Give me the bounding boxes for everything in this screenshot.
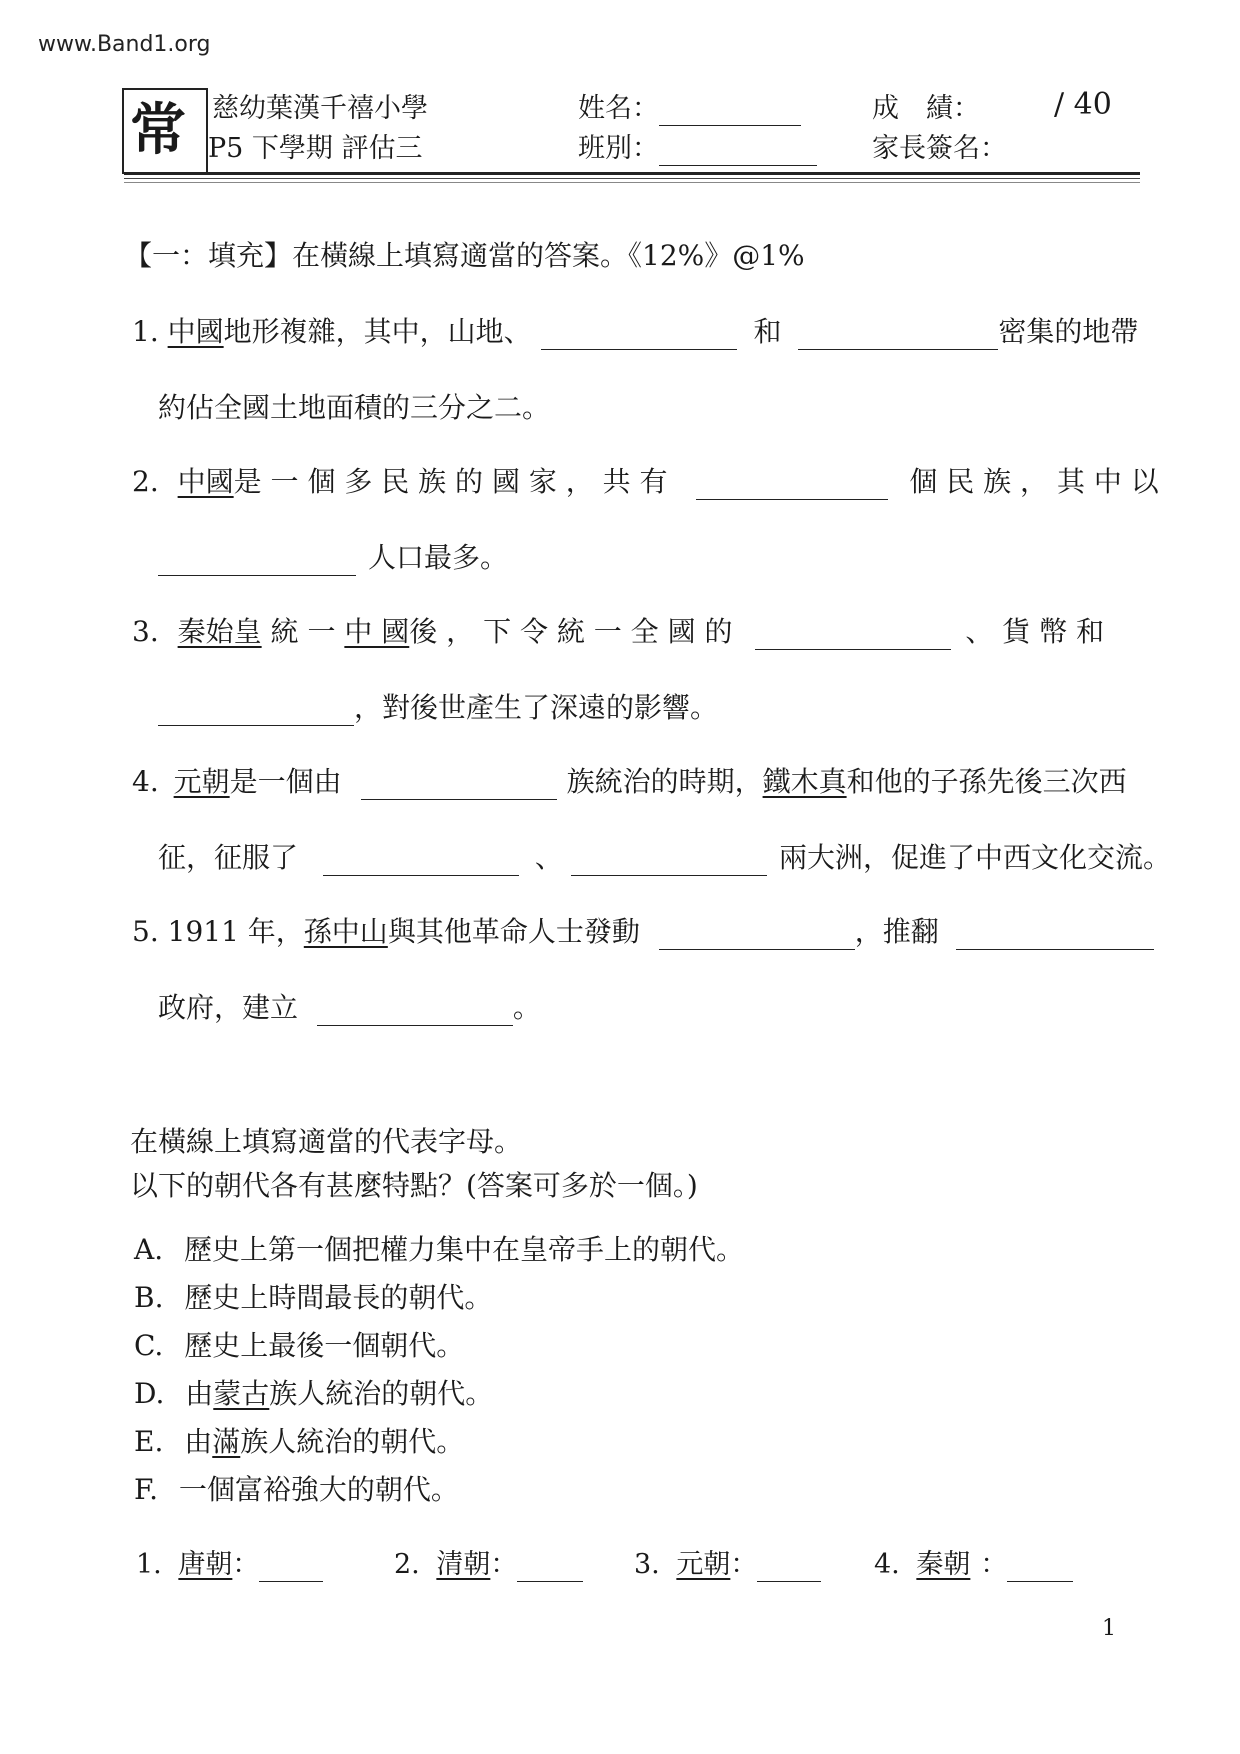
q2-blank-1[interactable] xyxy=(696,475,888,500)
q4-blank-2[interactable] xyxy=(323,851,519,876)
q2-text-3: 人口最多。 xyxy=(368,541,509,574)
option-term-mongol: 蒙古 xyxy=(213,1377,270,1410)
answer-dynasty: 秦朝 xyxy=(916,1549,971,1580)
q5-period: 。 xyxy=(512,991,541,1024)
answer-4 xyxy=(874,1548,1073,1582)
section1-title: 【一：填充】在橫線上填寫適當的答案。《12%》@1% xyxy=(124,239,805,272)
q3-blank-1[interactable] xyxy=(755,625,951,650)
question-2-line-1 xyxy=(132,464,1159,500)
question-1-line-1 xyxy=(132,314,1138,350)
q1-blank-2[interactable] xyxy=(798,325,998,350)
option-text: 歷史上時間最長的朝代。 xyxy=(184,1281,493,1314)
answer-colon: ： xyxy=(490,1549,518,1580)
q1-and: 和 xyxy=(753,315,782,348)
q5-year: 1911 年， xyxy=(167,915,304,948)
question-3-line-1 xyxy=(132,614,1104,650)
q2-text: 是 一 個 多 民 族 的 國 家 ， 共 有 xyxy=(233,465,668,498)
q2-text-2: 個 民 族 ， 其 中 以 xyxy=(909,465,1159,498)
q1-number: 1. xyxy=(132,315,159,348)
q4-text-2: 族統治的時期， xyxy=(566,765,763,798)
answer-number: 2. xyxy=(394,1549,420,1580)
option-letter: C. xyxy=(134,1329,164,1362)
option-letter: D. xyxy=(134,1377,165,1410)
answer-blank[interactable] xyxy=(517,1557,583,1582)
q4-blank-1[interactable] xyxy=(361,775,557,800)
school-name: 慈幼葉漢千禧小學 xyxy=(212,93,428,124)
q5-text-3: 政府，建立 xyxy=(158,991,299,1024)
q5-text: 與其他革命人士發動 xyxy=(387,915,640,948)
site-watermark: www.Band1.org xyxy=(38,32,211,57)
q3-term-china: 中 國 xyxy=(344,615,410,648)
q1-term-china: 中國 xyxy=(167,315,224,348)
answer-2 xyxy=(394,1548,583,1582)
parent-signature-label: 家長簽名： xyxy=(872,133,1007,164)
q5-text-2: ，推翻 xyxy=(854,915,939,948)
score-total: / 40 xyxy=(1054,87,1112,122)
answer-dynasty: 元朝 xyxy=(676,1549,731,1580)
q3-text: 統 一 xyxy=(270,615,336,648)
answer-colon: ： xyxy=(730,1549,758,1580)
q5-number: 5. xyxy=(132,915,159,948)
question-4-line-1 xyxy=(132,764,1127,800)
answer-dynasty: 清朝 xyxy=(436,1549,491,1580)
option-text: 一個富裕強大的朝代。 xyxy=(178,1473,459,1506)
q4-text-4: 征，征服了 xyxy=(158,841,299,874)
question-3-line-2 xyxy=(158,690,718,726)
section2-instruction-2: 以下的朝代各有甚麼特點？(答案可多於一個。) xyxy=(130,1169,698,1202)
q4-text-5: 兩大洲，促進了中西文化交流。 xyxy=(778,841,1171,874)
header-rule-3 xyxy=(124,182,1140,183)
q4-term-yuan: 元朝 xyxy=(173,765,230,798)
q3-text-3: 、 貨 幣 和 xyxy=(965,615,1105,648)
option-d xyxy=(134,1376,493,1412)
option-letter: A. xyxy=(134,1233,164,1266)
answer-number: 3. xyxy=(634,1549,660,1580)
q3-text-4: ，對後世產生了深遠的影響。 xyxy=(354,691,719,724)
option-text: 歷史上最後一個朝代。 xyxy=(184,1329,465,1362)
answer-blank[interactable] xyxy=(757,1557,821,1582)
answer-3 xyxy=(634,1548,821,1582)
q1-text-end: 密集的地帶 xyxy=(998,315,1139,348)
header-rule xyxy=(124,172,1140,175)
q4-number: 4. xyxy=(132,765,159,798)
q1-blank-1[interactable] xyxy=(541,325,737,350)
q5-blank-2[interactable] xyxy=(956,925,1154,950)
question-1-line-2: 約佔全國土地面積的三分之二。 xyxy=(158,391,551,424)
option-e xyxy=(134,1424,464,1460)
q4-text-3: 和他的子孫先後三次西 xyxy=(846,765,1127,798)
q5-blank-3[interactable] xyxy=(317,1001,513,1026)
answer-1 xyxy=(136,1548,323,1582)
name-label: 姓名： xyxy=(578,93,659,124)
question-5-line-2 xyxy=(158,990,541,1026)
term-label: P5 下學期 評估三 xyxy=(208,133,423,164)
q5-blank-1[interactable] xyxy=(659,925,855,950)
option-term-manchu: 滿 xyxy=(212,1425,241,1458)
option-text-end: 族人統治的朝代。 xyxy=(269,1377,494,1410)
q2-term-china: 中國 xyxy=(177,465,234,498)
subject-character: 常 xyxy=(130,97,186,163)
option-letter: E. xyxy=(134,1425,164,1458)
q3-blank-2[interactable] xyxy=(158,701,354,726)
answer-blank[interactable] xyxy=(1007,1557,1073,1582)
q4-comma: 、 xyxy=(534,841,563,874)
option-text-end: 族人統治的朝代。 xyxy=(240,1425,465,1458)
question-4-line-2 xyxy=(158,840,1171,876)
question-5-line-1 xyxy=(132,914,1154,950)
q3-number: 3. xyxy=(132,615,159,648)
option-text: 由 xyxy=(184,1425,213,1458)
q4-blank-3[interactable] xyxy=(571,851,767,876)
class-blank[interactable] xyxy=(659,141,817,166)
class-label: 班別： xyxy=(578,133,659,164)
q4-text: 是一個由 xyxy=(229,765,342,798)
answer-blank[interactable] xyxy=(259,1557,323,1582)
option-text: 歷史上第一個把權力集中在皇帝手上的朝代。 xyxy=(184,1233,745,1266)
class-field xyxy=(578,132,817,166)
option-text: 由 xyxy=(185,1377,214,1410)
option-b xyxy=(134,1280,492,1316)
q2-blank-2[interactable] xyxy=(158,551,356,576)
q2-number: 2. xyxy=(132,465,159,498)
answer-number: 4. xyxy=(874,1549,900,1580)
q3-text-2: 後 ， 下 令 統 一 全 國 的 xyxy=(409,615,733,648)
q3-term-qinshihuang: 秦始皇 xyxy=(177,615,262,648)
section2-instruction-1: 在橫線上填寫適當的代表字母。 xyxy=(130,1125,523,1158)
name-field xyxy=(578,92,801,126)
answer-colon: ： xyxy=(232,1549,260,1580)
question-2-line-2 xyxy=(158,540,508,576)
answer-colon: ： xyxy=(980,1549,1008,1580)
answer-number: 1. xyxy=(136,1549,162,1580)
option-letter: F. xyxy=(134,1473,158,1506)
answer-dynasty: 唐朝 xyxy=(178,1549,233,1580)
score-label: 成 績： xyxy=(872,93,980,124)
option-a xyxy=(134,1232,744,1268)
q4-term-temujin: 鐵木真 xyxy=(762,765,847,798)
q1-text: 地形複雜，其中，山地、 xyxy=(223,315,532,348)
page-number: 1 xyxy=(1102,1616,1116,1641)
name-blank[interactable] xyxy=(659,101,801,126)
option-c xyxy=(134,1328,464,1364)
option-letter: B. xyxy=(134,1281,164,1314)
q5-term-sunyatsen: 孫中山 xyxy=(303,915,388,948)
header-rule-2 xyxy=(124,178,1140,179)
option-f xyxy=(134,1472,459,1508)
